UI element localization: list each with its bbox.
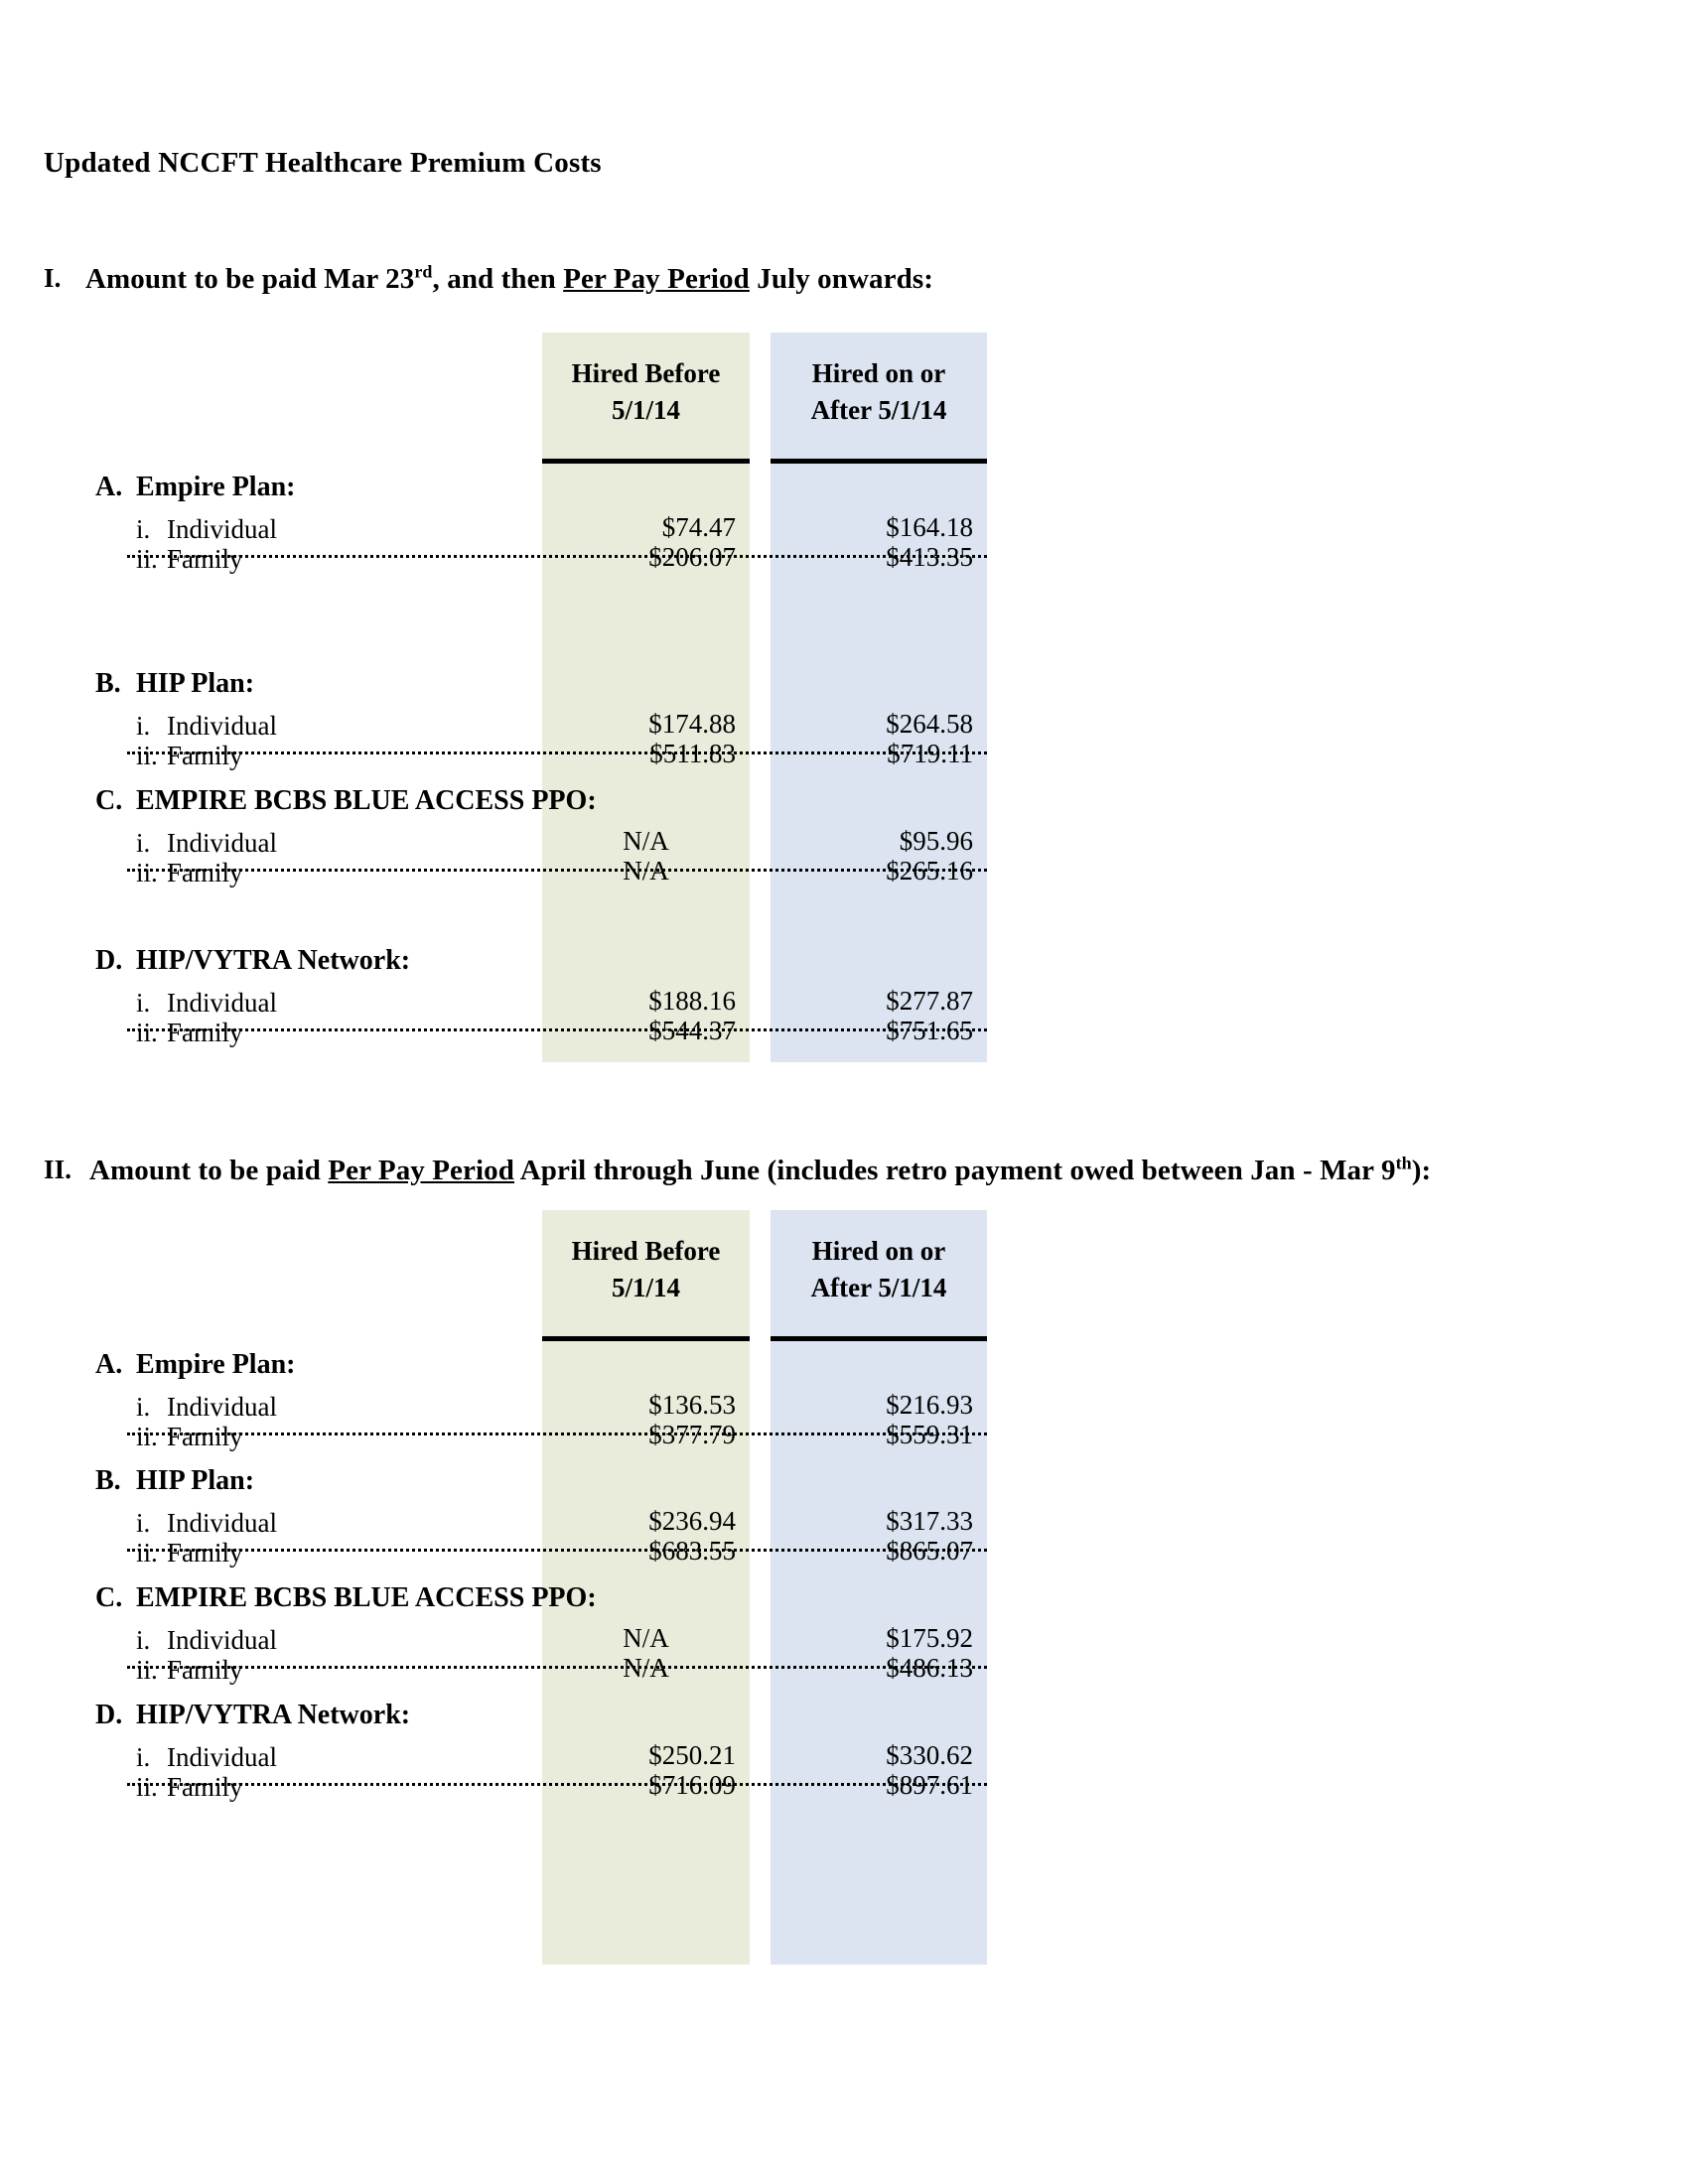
cell-hip-individual-after: $317.33 (886, 1506, 973, 1536)
row-marker-i: i. (136, 514, 151, 544)
column-header-hired-after (771, 355, 987, 430)
section-1-heading-text (85, 263, 933, 296)
row-marker-i: i. (136, 1625, 151, 1655)
plan-name-empire-plan: Empire Plan: (136, 1349, 296, 1380)
table-row-hip-family (0, 1538, 1688, 1579)
plan-marker-b: B. (95, 668, 121, 699)
plan-name-hip-plan: HIP Plan: (136, 1465, 255, 1496)
row-label-individual-text: Individual (167, 514, 277, 544)
section-2-heading-underlined: Per Pay Period (328, 1155, 514, 1186)
section-2-numeral: II. (44, 1155, 72, 1184)
cell-vytra-family-before: $716.09 (648, 1770, 736, 1800)
plan-title-hip-plan (95, 668, 254, 700)
column-header-hired-before-line2: 5/1/14 (611, 1273, 680, 1303)
row-label-family (136, 1018, 243, 1048)
plan-title-hip-plan (95, 1465, 254, 1497)
row-marker-ii: ii. (136, 1772, 158, 1802)
cell-empire-individual-after: $164.18 (886, 512, 973, 542)
row-label-individual-text: Individual (167, 1625, 277, 1655)
row-label-family-text: Family (167, 1422, 243, 1451)
plan-name-empire-bcbs-ppo: EMPIRE BCBS BLUE ACCESS PPO: (136, 785, 597, 816)
row-marker-ii: ii. (136, 1655, 158, 1685)
row-marker-ii: ii. (136, 544, 158, 574)
plan-name-hip-vytra: HIP/VYTRA Network: (136, 1700, 411, 1730)
cell-hip-individual-before: $174.88 (648, 709, 736, 739)
plan-title-empire-bcbs-ppo (95, 785, 597, 817)
column-header-hired-before (542, 355, 750, 430)
cell-bcbs-individual-after: $175.92 (886, 1623, 973, 1653)
table-row-hip-family (0, 741, 1688, 782)
row-label-individual (136, 1392, 277, 1423)
plan-marker-b: B. (95, 1465, 121, 1496)
column-header-hired-before-line2: 5/1/14 (611, 395, 680, 426)
section-2-heading-ordinal: th (1395, 1153, 1412, 1173)
plan-name-hip-plan: HIP Plan: (136, 668, 255, 699)
cell-bcbs-family-before: N/A (623, 1653, 669, 1683)
column-header-hired-after-line2: After 5/1/14 (810, 395, 947, 426)
row-marker-ii: ii. (136, 858, 158, 887)
cell-hip-family-before: $683.55 (648, 1536, 736, 1566)
cell-vytra-individual-after: $277.87 (886, 986, 973, 1016)
row-marker-ii: ii. (136, 1422, 158, 1451)
table-row-bcbs-family (0, 858, 1688, 899)
row-label-family (136, 858, 243, 888)
column-header-hired-before-line1: Hired Before (571, 1236, 721, 1266)
cell-empire-family-after: $559.31 (886, 1420, 973, 1449)
row-marker-i: i. (136, 1742, 151, 1772)
row-label-individual-text: Individual (167, 988, 277, 1018)
plan-marker-d: D. (95, 945, 123, 976)
section-1-heading-ordinal: rd (414, 261, 433, 282)
section-2-heading-tail: April through June (includes retro payment owed between Jan - Mar 9 (514, 1155, 1396, 1186)
row-label-family (136, 544, 243, 575)
plan-title-hip-vytra (95, 945, 410, 977)
column-header-hired-after (771, 1233, 987, 1307)
row-label-family (136, 1655, 243, 1686)
cell-vytra-individual-before: $188.16 (648, 986, 736, 1016)
row-marker-i: i. (136, 1392, 151, 1422)
row-marker-ii: ii. (136, 1538, 158, 1568)
row-label-family-text: Family (167, 1655, 243, 1685)
header-rule-hired-before (542, 1336, 750, 1341)
table-row-empire-family (0, 1422, 1688, 1463)
row-label-family (136, 1772, 243, 1803)
plan-marker-a: A. (95, 472, 123, 502)
row-label-individual-text: Individual (167, 1742, 277, 1772)
row-marker-i: i. (136, 1508, 151, 1538)
cell-vytra-individual-after: $330.62 (886, 1740, 973, 1770)
plan-title-hip-vytra (95, 1700, 410, 1731)
section-1-heading-mid: , and then (432, 263, 564, 295)
row-label-family (136, 1538, 243, 1569)
cell-bcbs-family-after: $486.13 (886, 1653, 973, 1683)
table-row-bcbs-family (0, 1655, 1688, 1697)
column-header-hired-before (542, 1233, 750, 1307)
plan-title-empire-plan (95, 1349, 295, 1381)
plan-title-empire-plan (95, 472, 295, 503)
row-label-individual (136, 1508, 277, 1539)
cell-vytra-family-after: $751.65 (886, 1016, 973, 1045)
cell-hip-individual-after: $264.58 (886, 709, 973, 739)
cell-hip-family-after: $719.11 (887, 739, 973, 768)
cell-bcbs-family-after: $265.16 (886, 856, 973, 886)
cell-bcbs-family-before: N/A (623, 856, 669, 886)
row-label-individual (136, 711, 277, 742)
row-label-individual (136, 514, 277, 545)
section-2-heading-lead: Amount to be paid (89, 1155, 329, 1186)
table-row-empire-family (0, 544, 1688, 586)
column-header-hired-after-line2: After 5/1/14 (810, 1273, 947, 1303)
cell-bcbs-individual-before: N/A (623, 826, 669, 856)
cell-vytra-family-before: $544.37 (648, 1016, 736, 1045)
cell-bcbs-individual-before: N/A (623, 1623, 669, 1653)
row-label-individual (136, 1625, 277, 1656)
table-1-header-row (0, 333, 1688, 464)
cell-bcbs-individual-after: $95.96 (899, 826, 973, 856)
header-rule-hired-before (542, 459, 750, 464)
column-header-hired-after-line1: Hired on or (811, 1236, 946, 1266)
cell-empire-individual-before: $136.53 (648, 1390, 736, 1420)
row-label-family (136, 1422, 243, 1452)
table-row-vytra-family (0, 1018, 1688, 1059)
row-marker-i: i. (136, 828, 151, 858)
table-row-vytra-family (0, 1772, 1688, 1814)
row-label-individual-text: Individual (167, 1508, 277, 1538)
section-2-heading-tail-end: ): (1411, 1155, 1432, 1186)
row-label-family-text: Family (167, 544, 243, 574)
cell-empire-individual-before: $74.47 (661, 512, 736, 542)
cell-empire-family-before: $206.07 (648, 542, 736, 572)
row-label-family-text: Family (167, 858, 243, 887)
section-1-numeral: I. (44, 263, 62, 293)
cell-empire-family-before: $377.79 (648, 1420, 736, 1449)
row-marker-i: i. (136, 988, 151, 1018)
row-label-individual-text: Individual (167, 828, 277, 858)
plan-marker-c: C. (95, 785, 123, 816)
section-1-heading-tail: July onwards: (749, 263, 933, 295)
table-2-header-row (0, 1210, 1688, 1341)
plan-marker-a: A. (95, 1349, 123, 1380)
row-label-family (136, 741, 243, 771)
plan-title-empire-bcbs-ppo (95, 1582, 597, 1614)
section-1-heading (44, 263, 933, 296)
page-title: Updated NCCFT Healthcare Premium Costs (44, 147, 602, 179)
row-label-individual-text: Individual (167, 711, 277, 741)
section-2-heading (44, 1155, 1431, 1187)
row-marker-i: i. (136, 711, 151, 741)
row-label-family-text: Family (167, 1018, 243, 1047)
row-label-family-text: Family (167, 1772, 243, 1802)
row-label-family-text: Family (167, 741, 243, 770)
plan-marker-d: D. (95, 1700, 123, 1730)
plan-marker-c: C. (95, 1582, 123, 1613)
plan-name-empire-plan: Empire Plan: (136, 472, 296, 502)
plan-name-empire-bcbs-ppo: EMPIRE BCBS BLUE ACCESS PPO: (136, 1582, 597, 1613)
row-marker-ii: ii. (136, 1018, 158, 1047)
cell-hip-family-after: $865.07 (886, 1536, 973, 1566)
cell-hip-family-before: $511.83 (649, 739, 736, 768)
cell-vytra-individual-before: $250.21 (648, 1740, 736, 1770)
cell-vytra-family-after: $897.61 (886, 1770, 973, 1800)
row-label-family-text: Family (167, 1538, 243, 1568)
cell-empire-individual-after: $216.93 (886, 1390, 973, 1420)
row-label-individual (136, 988, 277, 1019)
plan-name-hip-vytra: HIP/VYTRA Network: (136, 945, 411, 976)
section-2-heading-text (89, 1155, 1431, 1187)
column-header-hired-before-line1: Hired Before (571, 358, 721, 388)
row-label-individual (136, 828, 277, 859)
column-header-hired-after-line1: Hired on or (811, 358, 946, 388)
cell-empire-family-after: $413.35 (886, 542, 973, 572)
header-rule-hired-after (771, 1336, 987, 1341)
row-label-individual-text: Individual (167, 1392, 277, 1422)
header-rule-hired-after (771, 459, 987, 464)
row-label-individual (136, 1742, 277, 1773)
cell-hip-individual-before: $236.94 (648, 1506, 736, 1536)
section-1-heading-underlined: Per Pay Period (563, 263, 750, 295)
row-marker-ii: ii. (136, 741, 158, 770)
section-1-heading-lead: Amount to be paid Mar 23 (85, 263, 415, 295)
